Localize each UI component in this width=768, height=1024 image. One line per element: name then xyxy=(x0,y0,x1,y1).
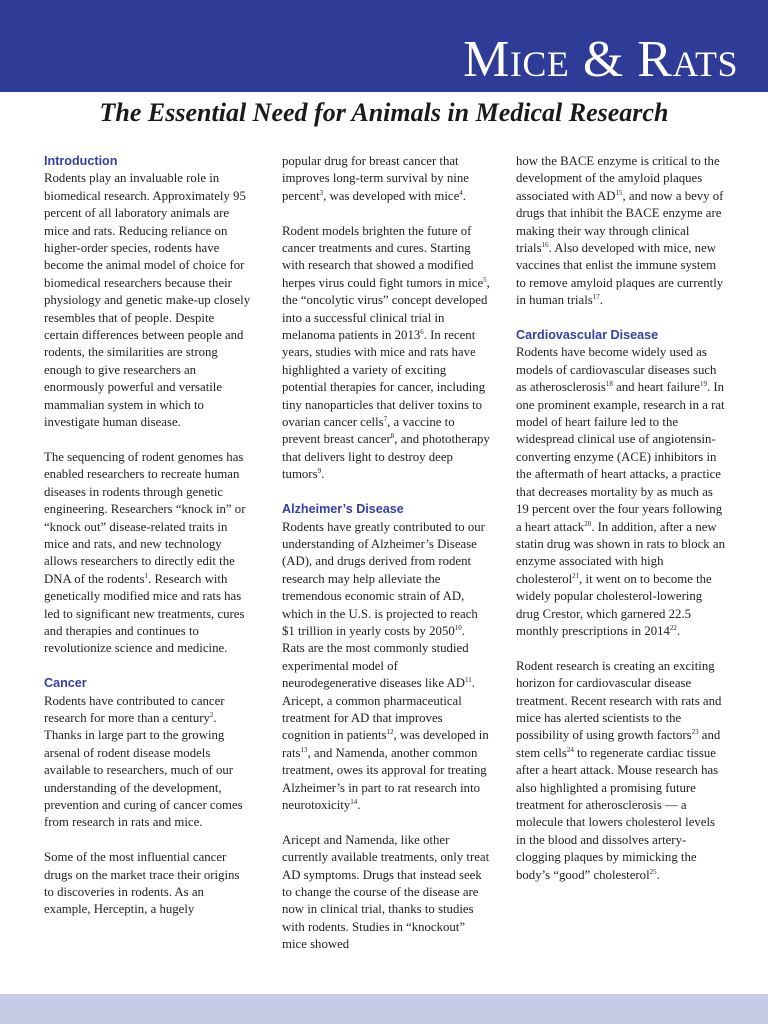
paragraph: Rodent models brighten the future of cancer treatments and cures. Starting with research that showed a modified herpes virus could fight tumors in mice$^5$, the “oncolytic virus” concept developed into a successful clinical trial in melanoma patients in 2013$^6$. In recent years, studies with mice and rats have highlighted a variety of exciting potential therapies for cancer, including tiny nanoparticles that deliver toxins to ovarian cancer cells$^7$, a vaccine to prevent breast cancer$^8$, and phototherapy that delivers light to destroy deep tumors$^9$. xyxy=(282,223,490,482)
paragraph: Rodents have contributed to cancer research for more than a century$^2$. Thanks in large part to the growing arsenal of rodent disease models available to researchers, much of our understanding of the development, prevention and curing of cancer comes from research in rats and mice. xyxy=(44,693,243,830)
citation: 5 xyxy=(483,275,487,284)
page-title: Mice & Rats xyxy=(463,31,738,88)
citation: 8 xyxy=(390,432,395,441)
paragraph: how the BACE enzyme is critical to the development of the amyloid plaques associated with AD$^{15}$, and now a bevy of drugs that inhibit the BACE enzyme are making their way through clinical trials$^{16}$. Also developed with mice, new vaccines that enlist the immune system to remove amyloid plaques are currently in human trials$^{17}$. xyxy=(516,154,724,308)
paragraph: Rodents play an invaluable role in biomedical research. Approximately 95 percent of all laboratory animals are mice and rats. Reducing reliance on higher-order species, rodents have become the animal model of choice for biomedical researchers because their physiology and genetic make-up closely resembles that of people. Despite certain differences between people and rodents, the similarities are strong enough to give researchers an enormously powerful and versatile mammalian system in which to investigate human disease. xyxy=(44,171,251,430)
section-heading-cancer: Cancer xyxy=(44,676,87,691)
citation: 21 xyxy=(572,571,580,580)
citation: 11 xyxy=(465,676,472,685)
paragraph: Aricept and Namenda, like other currently available treatments, only treat AD symptoms. Drugs that instead seek to change the course of the disease are now in clinical trial, thanks to studies with rodents. Studies in “knockout” mice showed xyxy=(282,832,490,952)
citation: 13 xyxy=(300,745,308,754)
citation: 9 xyxy=(317,467,322,476)
citation: 24 xyxy=(566,745,574,754)
footer-band xyxy=(0,994,768,1024)
citation: 10 xyxy=(454,623,462,632)
citation: 15 xyxy=(615,188,623,197)
citation: 17 xyxy=(592,293,600,302)
citation: 23 xyxy=(691,728,699,737)
citation: 20 xyxy=(584,519,592,528)
citation: 7 xyxy=(383,415,388,424)
citation: 22 xyxy=(669,623,677,632)
citation: 25 xyxy=(649,867,657,876)
citation: 6 xyxy=(420,328,424,337)
section-heading-alzheimers: Alzheimer’s Disease xyxy=(282,502,404,517)
paragraph: Rodents have greatly contributed to our understanding of Alzheimer’s Disease (AD), and drugs derived from rodent research may help alleviate the tremendous economic strain of AD, which in the U.S. is projected to reach $1 trillion in yearly costs by 2050$^{10}$. Rats are the most commonly studied experimental model of neurodegenerative diseases like AD$^{11}$. Aricept, a common pharmaceutical treatment for AD that improves cognition in patients$^{12}$, was developed in rats$^{13}$, and Namenda, another common treatment, owes its approval for treating Alzheimer’s in part to rat research into neurotoxicity$^{14}$. xyxy=(282,519,489,812)
citation: 16 xyxy=(541,241,549,250)
citation: 12 xyxy=(386,728,394,737)
page-subtitle: The Essential Need for Animals in Medical Research xyxy=(99,98,669,127)
column-1 xyxy=(44,153,252,936)
paragraph: Some of the most influential cancer drugs on the market trace their origins to discoveries in rodents. As an example, Herceptin, a hugely xyxy=(44,850,240,917)
section-heading-cardiovascular: Cardiovascular Disease xyxy=(516,328,659,343)
column-2 xyxy=(282,153,490,971)
citation: 14 xyxy=(350,798,358,806)
citation: 4 xyxy=(459,188,463,197)
paragraph: Rodents have become widely used as models of cardiovascular diseases such as atherosclerosis$^{18}$ and heart failure$^{19}$. In one prominent example, research in a rat model of heart failure led to the widespread clinical use of angiotensin-converting enzyme (ACE) inhibitors in the aftermath of heart attacks, a practice that decreases mortality by as much as 19 percent over the four years following a heart attack$^{20}$. In addition, after a new statin drug was shown in rats to block an enzyme associated with high cholesterol$^{21}$, it went on to become the widely popular cholesterol-lowering drug Crestor, which garnered 22.5 monthly prescriptions in 2014$^{22}$. xyxy=(516,345,725,638)
column-3 xyxy=(516,153,728,901)
paragraph: popular drug for breast cancer that improves long-term survival by nine percent$^3$, was developed with mice$^4$. xyxy=(282,154,469,203)
section-heading-introduction: Introduction xyxy=(44,154,118,168)
citation: 2 xyxy=(209,710,214,719)
header-banner xyxy=(0,0,768,92)
paragraph: Rodent research is creating an exciting horizon for cardiovascular disease treatment. Recent research with rats and mice has alerted scientists to the possibility of using growth factors$^{23}$ and stem cells$^{24}$ to regenerate cardiac tissue after a heart attack. Mouse research has also highlighted a promising future treatment for atherosclerosis — a molecule that lowers cholesterol levels in the blood and dissolves artery-clogging plaques by mimicking the body’s “good” cholesterol$^{25}$. xyxy=(516,658,722,882)
citation: 18 xyxy=(605,380,613,389)
citation: 19 xyxy=(699,380,707,389)
citation: 1 xyxy=(144,571,149,580)
paragraph: The sequencing of rodent genomes has enabled researchers to recreate human diseases in rodents through genetic engineering. Researchers “knock in” or “knock out” disease-related traits in mice and rats, and new technology allows researchers to directly edit the DNA of the rodents$^1$. Research with genetically modified mice and rats has led to significant new treatments, cures and therapies and continues to revolutionize science and medicine. xyxy=(44,449,246,656)
citation: 3 xyxy=(319,188,324,197)
